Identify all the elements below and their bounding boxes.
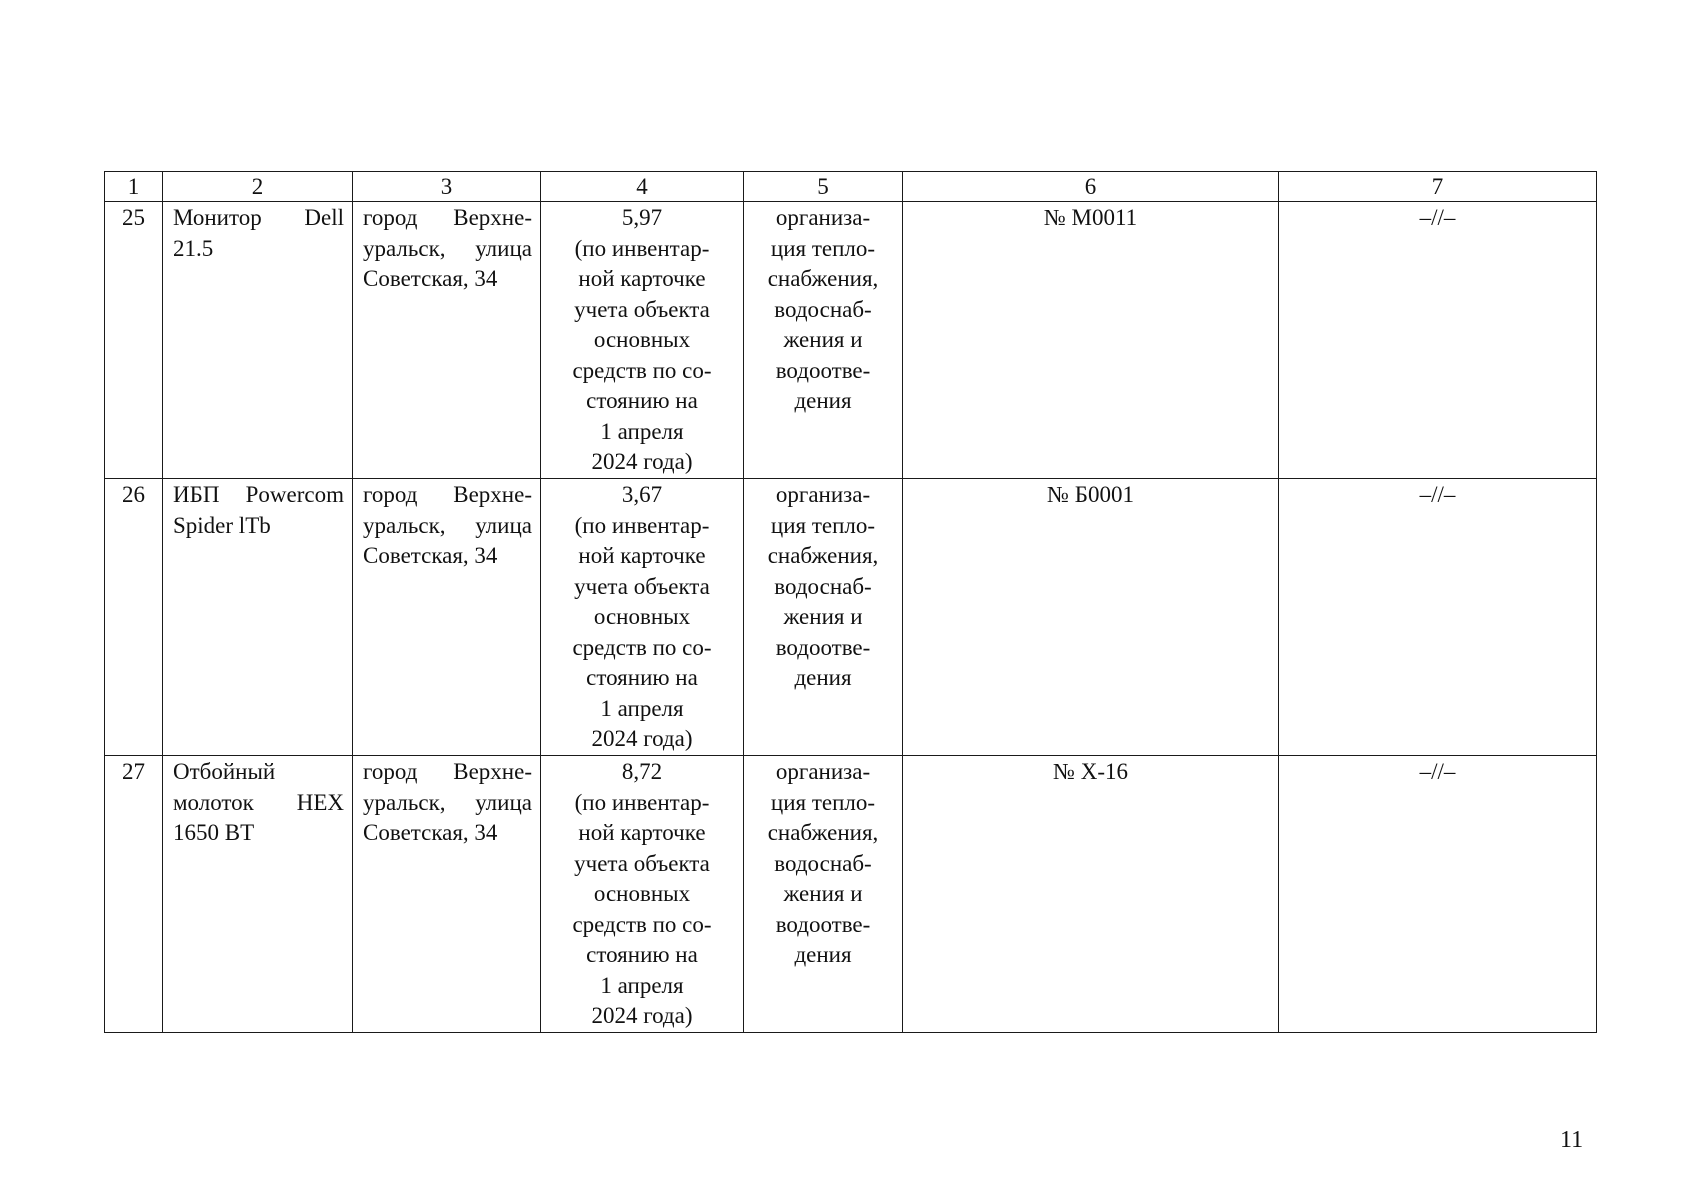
column-header: 3 xyxy=(353,172,541,202)
item-address: город Верхне-уральск, улица Советская, 34 xyxy=(353,479,541,756)
table-row xyxy=(105,756,1597,1033)
item-inventory-number: № М0011 xyxy=(903,202,1279,479)
item-name: Отбойный молоток HEX 1650 BT xyxy=(163,756,353,1033)
item-inventory-number: № Б0001 xyxy=(903,479,1279,756)
item-inventory-number: № Х-16 xyxy=(903,756,1279,1033)
item-value: 5,97 (по инвентар- ной карточке учета объекта основных средств по со- стоянию на 1 апреля 2024 года) xyxy=(541,202,744,479)
item-name: ИБП Powercom Spider lTb xyxy=(163,479,353,756)
item-value: 3,67 (по инвентар- ной карточке учета объекта основных средств по со- стоянию на 1 апреля 2024 года) xyxy=(541,479,744,756)
row-number: 25 xyxy=(105,202,163,479)
item-note: –//– xyxy=(1279,479,1597,756)
column-header: 7 xyxy=(1279,172,1597,202)
column-header: 6 xyxy=(903,172,1279,202)
column-header: 4 xyxy=(541,172,744,202)
item-address: город Верхне-уральск, улица Советская, 34 xyxy=(353,756,541,1033)
item-address: город Верхне-уральск, улица Советская, 34 xyxy=(353,202,541,479)
header-row xyxy=(105,172,1597,202)
item-note: –//– xyxy=(1279,756,1597,1033)
row-number: 26 xyxy=(105,479,163,756)
table-row xyxy=(105,202,1597,479)
column-header: 5 xyxy=(744,172,903,202)
item-note: –//– xyxy=(1279,202,1597,479)
item-owner: организа- ция тепло- снабжения, водоснаб- жения и водоотве- дения xyxy=(744,479,903,756)
property-registry-table xyxy=(104,171,1597,1033)
column-header: 1 xyxy=(105,172,163,202)
item-value: 8,72 (по инвентар- ной карточке учета объекта основных средств по со- стоянию на 1 апреля 2024 года) xyxy=(541,756,744,1033)
page-number: 11 xyxy=(1560,1127,1584,1153)
item-owner: организа- ция тепло- снабжения, водоснаб- жения и водоотве- дения xyxy=(744,202,903,479)
column-header: 2 xyxy=(163,172,353,202)
table-row xyxy=(105,479,1597,756)
item-owner: организа- ция тепло- снабжения, водоснаб- жения и водоотве- дения xyxy=(744,756,903,1033)
row-number: 27 xyxy=(105,756,163,1033)
item-name: Монитор Dell 21.5 xyxy=(163,202,353,479)
